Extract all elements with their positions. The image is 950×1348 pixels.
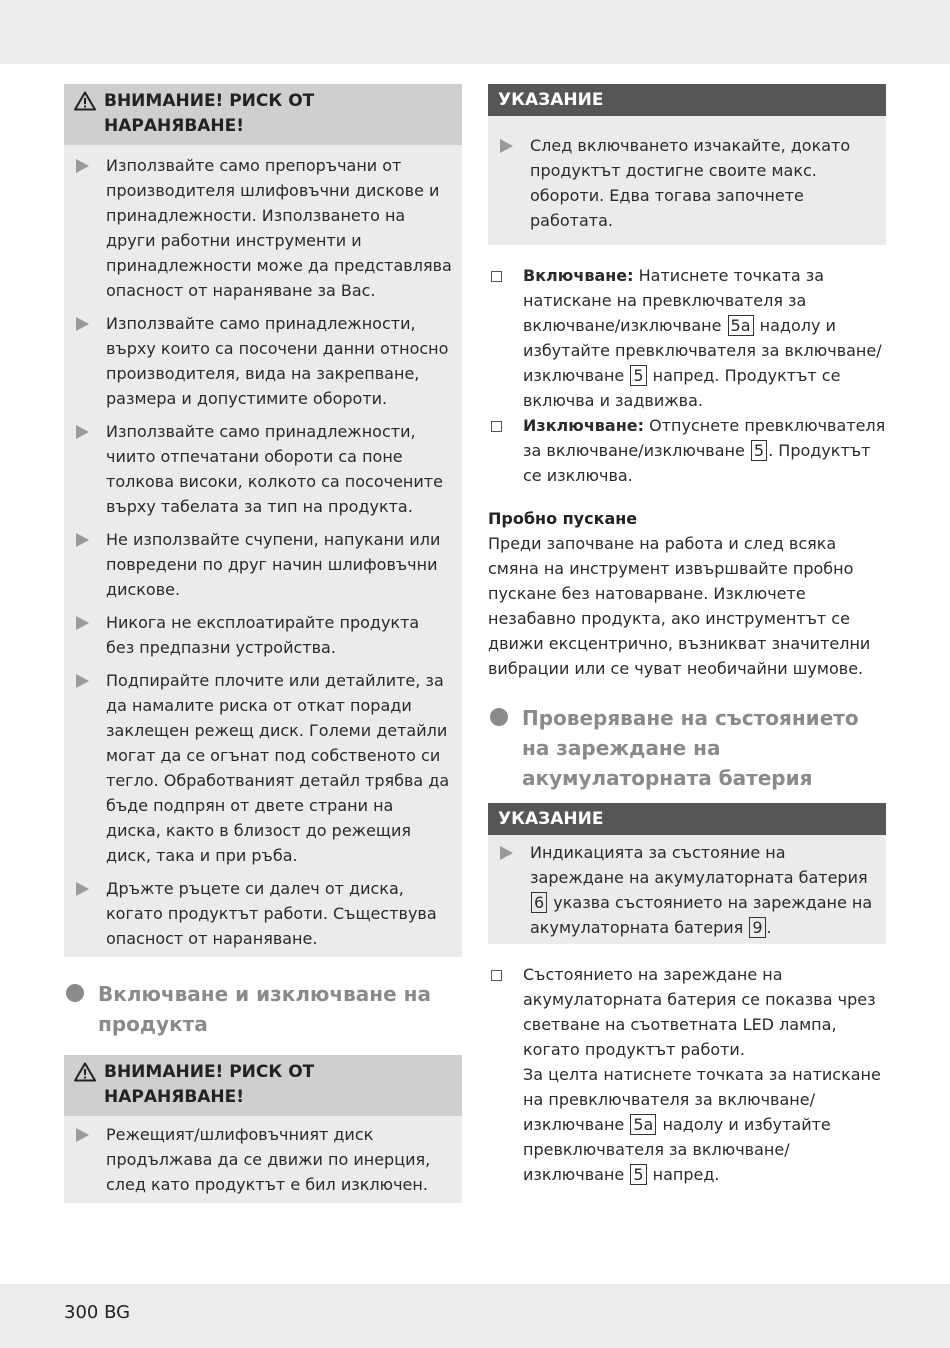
- arrow-bullet-icon: [76, 1128, 89, 1142]
- warning-item: Използвайте само принадлежности, чиито отпечатани обороти са поне толкова високи, колкото са посочените върху табелата за тип на продукта.: [74, 419, 452, 519]
- arrow-bullet-icon: [76, 159, 89, 173]
- arrow-bullet-icon: [76, 425, 89, 439]
- warning-triangle-icon: [74, 91, 96, 111]
- warning-header: [64, 1055, 462, 1116]
- warning-box: [64, 84, 462, 957]
- section-heading: Проверяване на състоянието на зареждане на акумулаторната батерия: [488, 703, 886, 793]
- section-heading: Включване и изключване на продукта: [64, 979, 462, 1039]
- note-header: УКАЗАНИЕ: [488, 84, 886, 116]
- warning-title: ВНИМАНИЕ! РИСК ОТ НАРАНЯВАНЕ!: [104, 1062, 315, 1107]
- right-column: [488, 84, 886, 1187]
- note-item: След включването изчакайте, докато продуктът достигне своите макс. обороти. Едва тогава започнете работата.: [498, 133, 876, 233]
- part-reference: 5a: [630, 1114, 656, 1135]
- test-run-heading: Пробно пускане: [488, 509, 638, 528]
- arrow-bullet-icon: [76, 317, 89, 331]
- note-header: УКАЗАНИЕ: [488, 803, 886, 835]
- part-reference: 5: [751, 440, 767, 461]
- warning-title: ВНИМАНИЕ! РИСК ОТ НАРАНЯВАНЕ!: [104, 91, 315, 136]
- note-box: [488, 84, 886, 245]
- warning-item: Подпирайте плочите или детайлите, за да намалите риска от откат поради заклещен режещ диск. Големи детайли могат да се огънат под собственото си тегло. Обработваният детайл трябва да бъде подпрян от двете страни на диска, както в близост до режещия диск, така и при ръба.: [74, 668, 452, 868]
- arrow-bullet-icon: [76, 674, 89, 688]
- page-number: 300 BG: [64, 1302, 131, 1323]
- part-reference: 5a: [728, 315, 754, 336]
- warning-item: Не използвайте счупени, напукани или повредени по друг начин шлифовъчни дискове.: [74, 527, 452, 602]
- checkbox-square-icon: [491, 271, 502, 282]
- arrow-bullet-icon: [76, 533, 89, 547]
- arrow-bullet-icon: [76, 882, 89, 896]
- part-reference: 5: [630, 365, 646, 386]
- note-item: Индикацията за състояние на зареждане на акумулаторната батерия 6 указва състоянието на зареждане на акумулаторната батерия 9 .: [498, 840, 876, 940]
- warning-item: Използвайте само принадлежности, върху които са посочени данни относно производителя, вида на закрепване, размера и допустимите обороти.: [74, 311, 452, 411]
- arrow-bullet-icon: [500, 139, 513, 153]
- test-run-text: Преди започване на работа и след всяка смяна на инструмент извършвайте пробно пускане без натоварване. Изключете незабавно продукта, ако инструментът се движи ексцентрично, възникват значителни вибрации или се чуват необичайни шумове.: [488, 534, 871, 678]
- page-header-band: [0, 0, 950, 64]
- checkbox-square-icon: [491, 421, 502, 432]
- step-label: Включване:: [523, 266, 634, 285]
- left-column: [64, 84, 462, 1203]
- page-footer-band: [0, 1284, 950, 1348]
- warning-triangle-icon: [74, 1062, 96, 1082]
- part-reference: 5: [630, 1164, 646, 1185]
- step-switch-on: Включване: Натиснете точката за натискане на превключвателя за включване/изключване 5a надолу и избутайте превключвателя за включване/ изключване 5 напред. Продуктът се включва и задвижва.: [488, 263, 886, 413]
- checkbox-square-icon: [491, 970, 502, 981]
- step-switch-off: Изключване: Отпуснете превключвателя за включване/изключване 5 . Продуктът се изключва.: [488, 413, 886, 488]
- step-check-charge: Състоянието на зареждане на акумулаторната батерия се показва чрез светване на съответната LED лампа, когато продуктът работи. За целта натиснете точката за натискане на превключвателя за включване/ изключване 5a надолу и избутайте превключвателя за включване/ изключване 5 напред.: [488, 962, 886, 1187]
- warning-box: [64, 1055, 462, 1203]
- part-reference: 9: [749, 917, 765, 938]
- note-box: [488, 803, 886, 944]
- arrow-bullet-icon: [500, 846, 513, 860]
- step-label: Изключване:: [523, 416, 645, 435]
- warning-header: [64, 84, 462, 145]
- part-reference: 6: [531, 892, 547, 913]
- warning-item: Режещият/шлифовъчният диск продължава да се движи по инерция, след като продуктът е бил изключен.: [74, 1122, 452, 1197]
- warning-item: Никога не експлоатирайте продукта без предпазни устройства.: [74, 610, 452, 660]
- warning-item: Дръжте ръцете си далеч от диска, когато продуктът работи. Съществува опасност от нараняване.: [74, 876, 452, 951]
- warning-item: Използвайте само препоръчани от производителя шлифовъчни дискове и принадлежности. Използването на други работни инструменти и принадлежности може да представлява опасност от нараняване за Вас.: [74, 153, 452, 303]
- arrow-bullet-icon: [76, 616, 89, 630]
- section-dot-icon: [66, 984, 84, 1002]
- section-dot-icon: [490, 708, 508, 726]
